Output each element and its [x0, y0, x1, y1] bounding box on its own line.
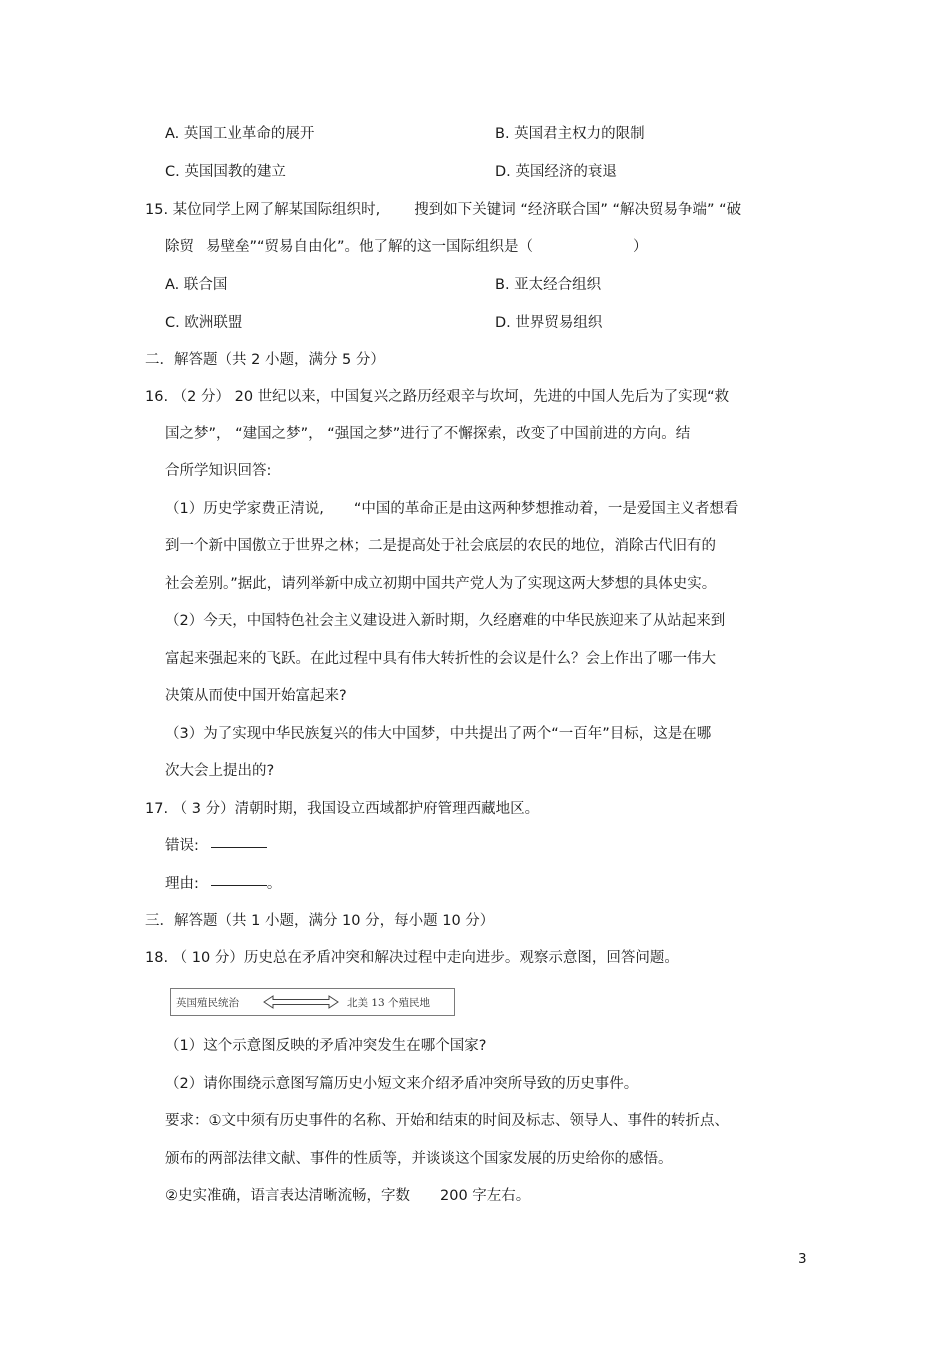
q18-requirement-line1: 要求：①文中须有历史事件的名称、开始和结束的时间及标志、领导人、事件的转折点、 — [165, 1113, 729, 1129]
q16-part2-line2: 富起来强起来的飞跃。在此过程中具有伟大转折性的会议是什么？会上作出了哪一伟大 — [165, 651, 716, 667]
q18-requirement-text: ②史实准确，语言表达清晰流畅，字数 — [165, 1188, 410, 1204]
diagram-left-label: 英国殖民统治 — [176, 997, 239, 1009]
q16-part1-quote: “中国的革命正是由这两种梦想推动着，一是爱国主义者想看 — [353, 501, 739, 517]
q17-reason-label: 理由: — [165, 876, 199, 892]
q15-stem-line2 — [165, 237, 648, 257]
q15-stem-part1: 15. 某位同学上网了解某国际组织时, — [145, 202, 381, 218]
q16-stem-line1: 16. （2 分） 20 世纪以来，中国复兴之路历经艰辛与坎坷，先进的中国人先后为了实现“救 — [145, 389, 730, 405]
q18-word-count: 200 字左右。 — [440, 1188, 531, 1204]
q18-stem: 18. （ 10 分）历史总在矛盾冲突和解决过程中走向进步。观察示意图，回答问题。 — [145, 950, 679, 966]
q17-reason-row — [165, 874, 281, 894]
q14-option-a: A. 英国工业革命的展开 — [165, 126, 315, 142]
q18-requirement-line3 — [165, 1186, 530, 1206]
q16-stem-line3: 合所学知识回答: — [165, 463, 272, 479]
q15-stem-part4: 易壁垒”“贸易自由化”。他了解的这一国际组织是（ — [206, 239, 534, 255]
q16-part3-line2: 次大会上提出的? — [165, 763, 275, 779]
q18-part1: （1）这个示意图反映的矛盾冲突发生在哪个国家? — [165, 1038, 487, 1054]
conflict-diagram — [170, 988, 455, 1016]
q17-error-label: 错误: — [165, 838, 199, 854]
q16-part1-line2: 到一个新中国傲立于世界之林；二是提高处于社会底层的农民的地位，消除古代旧有的 — [165, 538, 716, 554]
q16-part2-line1: （2）今天，中国特色社会主义建设进入新时期，久经磨难的中华民族迎来了从站起来到 — [165, 613, 726, 629]
q15-option-a: A. 联合国 — [165, 277, 228, 293]
q15-option-c: C. 欧洲联盟 — [165, 315, 243, 331]
q18-requirement-line2: 颁布的两部法律文献、事件的性质等，并谈谈这个国家发展的历史给你的感悟。 — [165, 1151, 673, 1167]
q17-stem: 17. （ 3 分）清朝时期，我国设立西域都护府管理西藏地区。 — [145, 801, 540, 817]
double-arrow-icon — [263, 995, 339, 1009]
q16-part1-line1 — [165, 499, 738, 519]
q15-option-d: D. 世界贸易组织 — [495, 315, 603, 331]
q16-part1-line3: 社会差别。”据此，请列举新中成立初期中国共产党人为了实现这两大梦想的具体史实。 — [165, 576, 717, 592]
q17-reason-period: 。 — [266, 876, 282, 892]
diagram-right-label: 北美 13 个殖民地 — [347, 997, 431, 1009]
page-number: 3 — [798, 1251, 807, 1267]
q16-part2-line3: 决策从而使中国开始富起来? — [165, 688, 347, 704]
q15-stem-part3: 除贸 — [165, 239, 194, 255]
section3-heading: 三．解答题（共 1 小题，满分 10 分，每小题 10 分） — [145, 913, 495, 929]
q16-stem-line2: 国之梦”， “建国之梦”， “强国之梦”进行了不懈探索，改变了中国前进的方向。结 — [165, 426, 691, 442]
q15-option-b: B. 亚太经合组织 — [495, 277, 602, 293]
section2-heading: 二．解答题（共 2 小题，满分 5 分） — [145, 352, 385, 368]
q17-error-row — [165, 836, 267, 856]
q17-error-blank[interactable] — [211, 846, 267, 848]
q16-part1-intro: （1）历史学家费正清说, — [165, 501, 324, 517]
q15-stem-part5: ） — [633, 239, 648, 255]
q16-part3-line1: （3）为了实现中华民族复兴的伟大中国梦，中共提出了两个“一百年”目标，这是在哪 — [165, 726, 712, 742]
q15-stem-part2: 搜到如下关键词 “经济联合国” “解决贸易争端” “破 — [414, 202, 742, 218]
q14-option-b: B. 英国君主权力的限制 — [495, 126, 645, 142]
q18-part2: （2）请你围绕示意图写篇历史小短文来介绍矛盾冲突所导致的历史事件。 — [165, 1076, 639, 1092]
q17-reason-blank[interactable] — [211, 884, 267, 886]
q14-option-d: D. 英国经济的衰退 — [495, 164, 617, 180]
q15-stem-line1 — [145, 200, 741, 220]
q14-option-c: C. 英国国教的建立 — [165, 164, 286, 180]
